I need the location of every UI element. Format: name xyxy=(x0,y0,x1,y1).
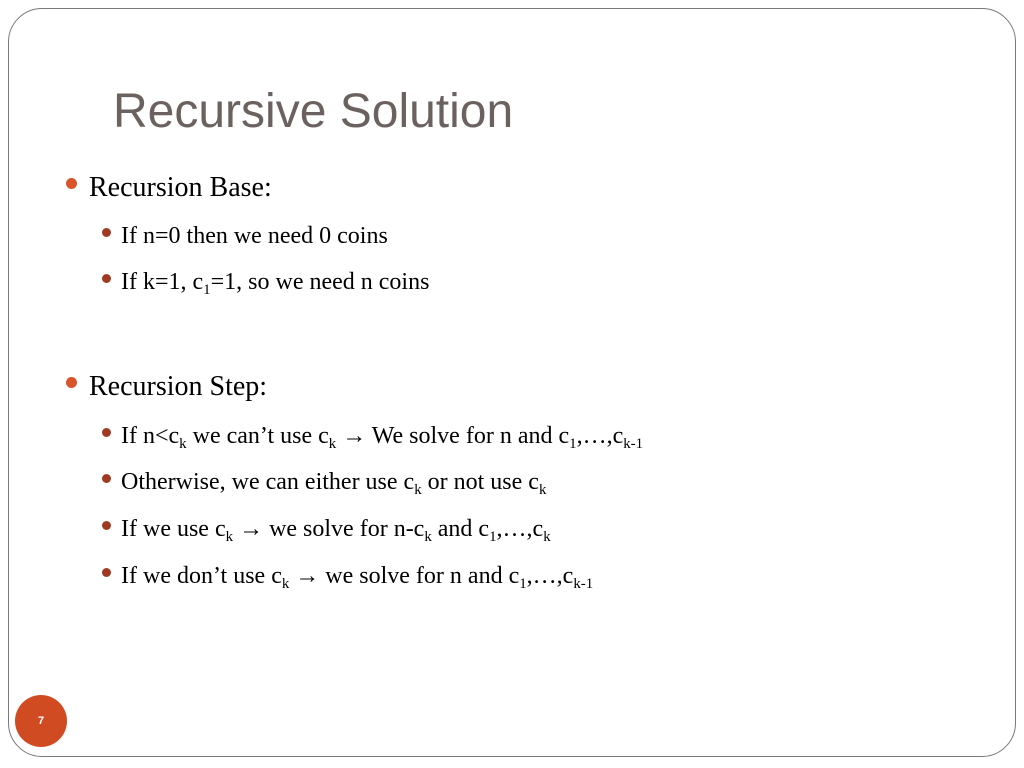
sub-bullet-dot-icon xyxy=(102,474,111,483)
sub-bullet-text: If n<ck we can’t use ck → We solve for n and c1,…,ck-1 xyxy=(121,423,644,452)
bullet-label: Recursion Step: xyxy=(89,371,268,402)
sub-bullet xyxy=(102,269,429,296)
sub-bullet-dot-icon xyxy=(102,521,111,530)
bullet-label: Recursion Base: xyxy=(89,172,272,203)
sub-bullet-dot-icon xyxy=(102,274,111,283)
sub-bullet-dot-icon xyxy=(102,228,111,237)
bullet-dot-icon xyxy=(66,377,77,388)
bullet-dot-icon xyxy=(66,178,77,189)
sub-bullet xyxy=(102,223,388,250)
bullet-recursion-base xyxy=(66,172,272,204)
sub-bullet-text: If n=0 then we need 0 coins xyxy=(121,223,388,249)
slide-title: Recursive Solution xyxy=(113,85,514,138)
sub-bullet-text: If we don’t use ck → we solve for n and c1,…,ck-1 xyxy=(121,563,594,592)
sub-bullet xyxy=(102,423,643,450)
sub-bullet xyxy=(102,563,593,590)
sub-bullet-text: If k=1, c1=1, so we need n coins xyxy=(121,269,430,298)
sub-bullet-text: If we use ck → we solve for n-ck and c1,…,ck xyxy=(121,516,551,545)
sub-bullet-dot-icon xyxy=(102,568,111,577)
sub-bullet xyxy=(102,516,551,543)
page-number-badge: 7 xyxy=(15,695,67,747)
bullet-recursion-step xyxy=(66,371,267,403)
sub-bullet-dot-icon xyxy=(102,428,111,437)
sub-bullet-text: Otherwise, we can either use ck or not use ck xyxy=(121,469,547,498)
sub-bullet xyxy=(102,469,546,496)
